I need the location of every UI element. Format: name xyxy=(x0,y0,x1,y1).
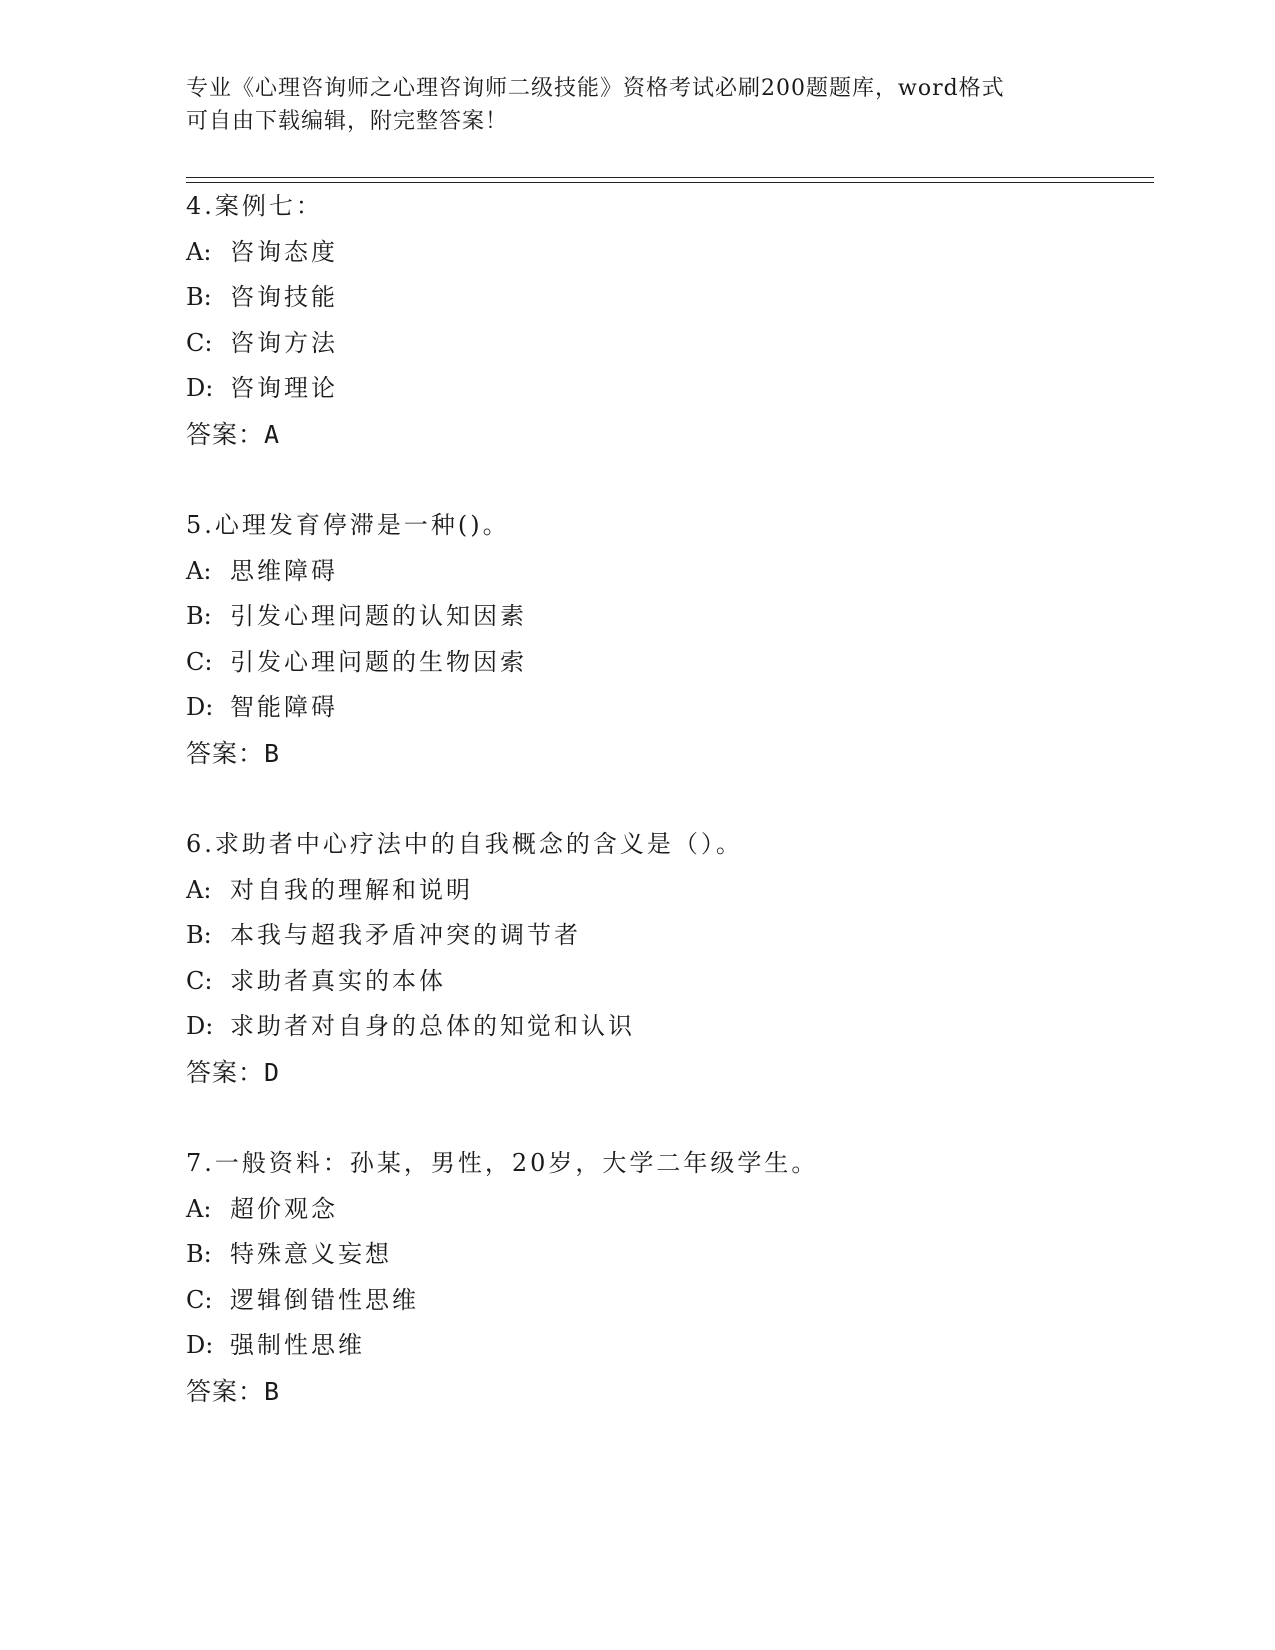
answer-line xyxy=(186,412,1166,458)
option-text: 求助者对自身的总体的知觉和认识 xyxy=(230,1012,635,1041)
option-text: 强制性思维 xyxy=(230,1331,365,1360)
answer-key: B xyxy=(264,738,281,768)
option-text: 思维障碍 xyxy=(230,556,338,585)
question-block xyxy=(186,1141,1166,1415)
answer-label: 答案： xyxy=(186,738,265,768)
option-label: B: xyxy=(186,283,212,312)
answer-label: 答案： xyxy=(186,1057,265,1087)
option-text: 对自我的理解和说明 xyxy=(230,875,473,904)
option-label: B: xyxy=(186,602,212,631)
header-rule-top xyxy=(186,177,1154,178)
option-a xyxy=(186,1187,1166,1233)
option-c xyxy=(186,640,1166,686)
option-label: D: xyxy=(186,693,214,722)
question-block xyxy=(186,503,1166,777)
question-stem: 5.心理发育停滞是一种()。 xyxy=(186,511,510,539)
header-line-2: 可自由下载编辑，附完整答案！ xyxy=(186,109,509,134)
question-block xyxy=(186,184,1166,458)
option-text: 逻辑倒错性思维 xyxy=(230,1285,419,1314)
option-text: 智能障碍 xyxy=(230,693,338,722)
option-text: 求助者真实的本体 xyxy=(230,966,446,995)
option-c xyxy=(186,321,1166,367)
option-a xyxy=(186,868,1166,914)
option-text: 特殊意义妄想 xyxy=(230,1240,392,1269)
answer-line xyxy=(186,1369,1166,1415)
option-d xyxy=(186,1323,1166,1369)
option-d xyxy=(186,366,1166,412)
option-label: D: xyxy=(186,374,214,403)
option-b xyxy=(186,275,1166,321)
question-stem: 4.案例七： xyxy=(186,192,323,220)
option-text: 咨询方法 xyxy=(230,328,338,357)
question-stem: 7.一般资料：孙某，男性，20岁，大学二年级学生。 xyxy=(186,1149,819,1177)
option-label: C: xyxy=(186,647,213,676)
option-text: 超价观念 xyxy=(230,1194,338,1223)
option-label: D: xyxy=(186,1012,214,1041)
option-c xyxy=(186,959,1166,1005)
option-label: B: xyxy=(186,921,212,950)
option-b xyxy=(186,594,1166,640)
option-label: C: xyxy=(186,1285,213,1314)
question-stem: 6.求助者中心疗法中的自我概念的含义是（）。 xyxy=(186,830,743,858)
option-label: A: xyxy=(186,556,212,585)
answer-key: D xyxy=(264,1057,281,1087)
header-line-1: 专业《心理咨询师之心理咨询师二级技能》资格考试必刷200题题库，word格式 xyxy=(186,76,1005,101)
header-rule-bottom xyxy=(186,182,1154,183)
option-b xyxy=(186,1232,1166,1278)
answer-key: B xyxy=(264,1376,281,1406)
option-a xyxy=(186,549,1166,595)
option-label: D: xyxy=(186,1331,214,1360)
question-block xyxy=(186,822,1166,1096)
option-label: A: xyxy=(186,237,212,266)
option-label: C: xyxy=(186,966,213,995)
option-label: A: xyxy=(186,1194,212,1223)
option-c xyxy=(186,1278,1166,1324)
option-b xyxy=(186,913,1166,959)
option-text: 咨询技能 xyxy=(230,283,338,312)
option-a xyxy=(186,230,1166,276)
option-text: 引发心理问题的认知因素 xyxy=(230,602,527,631)
option-text: 本我与超我矛盾冲突的调节者 xyxy=(230,921,581,950)
option-label: B: xyxy=(186,1240,212,1269)
answer-label: 答案： xyxy=(186,419,265,449)
option-d xyxy=(186,1004,1166,1050)
option-label: C: xyxy=(186,328,213,357)
option-text: 咨询态度 xyxy=(230,237,338,266)
option-text: 引发心理问题的生物因索 xyxy=(230,647,527,676)
document-header xyxy=(186,72,1066,138)
answer-key: A xyxy=(264,419,281,449)
answer-line xyxy=(186,1050,1166,1096)
option-text: 咨询理论 xyxy=(230,374,338,403)
answer-line xyxy=(186,731,1166,777)
answer-label: 答案： xyxy=(186,1376,265,1406)
option-label: A: xyxy=(186,875,212,904)
option-d xyxy=(186,685,1166,731)
